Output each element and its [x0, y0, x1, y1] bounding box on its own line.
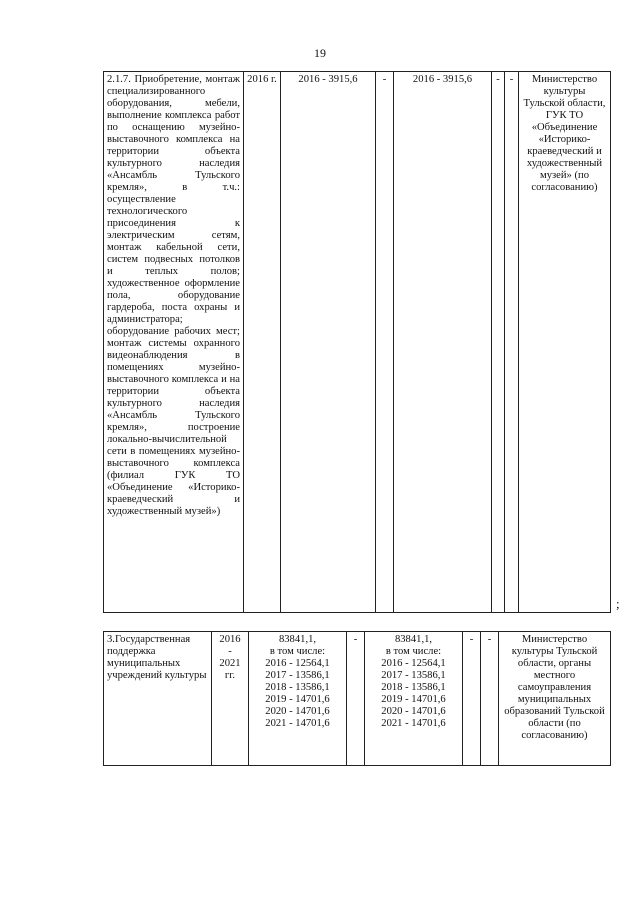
total-line: 2017 - 13586,1: [265, 670, 330, 681]
total-funding: 2016 - 3915,6: [281, 72, 376, 613]
total-line: 2019 - 14701,6: [265, 694, 330, 705]
period-start: 2016: [219, 634, 241, 645]
regional-line: 2016 - 12564,1: [381, 658, 446, 669]
semicolon-mark: ;: [616, 596, 620, 611]
regional-funding: 2016 - 3915,6: [394, 72, 492, 613]
measure-description: 2.1.7. Приобретение, монтаж специализированного оборудования, мебели, выполнение комплекса работ по оснащению музейно-выставочного комплекса на территории объекта культурного наследия «Ансамбль Тульского кремля», в т.ч.: осуществление технологического присоединения к электрическим сетям, монтаж кабельной сети, систем подвесных потолков и теплых полов; художественное оформление пола, оборудование гардероба, поста охраны и администратора; оборудование рабочих мест; монтаж системы охранного видеонаблюдения в помещениях музейно-выставочного комплекса и на территории объекта культурного наследия «Ансамбль Тульского кремля», построение локально-вычислительной сети в помещениях музейно-выставочного комплекса (филиал ГУК ТО «Объединение «Историко-краеведческий и художественный музей»): [104, 72, 244, 613]
other-funding: -: [481, 632, 499, 766]
federal-funding: -: [376, 72, 394, 613]
total-line: 2020 - 14701,6: [265, 706, 330, 717]
regional-line: 2019 - 14701,6: [381, 694, 446, 705]
page-number: 19: [314, 46, 326, 60]
municipal-funding: -: [463, 632, 481, 766]
implementation-period: 2016 г.: [244, 72, 281, 613]
federal-funding: -: [347, 632, 365, 766]
total-line: 2018 - 13586,1: [265, 682, 330, 693]
total-line: 2021 - 14701,6: [265, 718, 330, 729]
measure-table-2-1-7: [103, 71, 611, 613]
period-end: 2021: [219, 658, 241, 669]
regional-line: 83841,1,: [394, 634, 433, 645]
total-line: в том числе:: [269, 646, 326, 657]
implementation-period: [212, 632, 249, 766]
period-dash: -: [228, 646, 232, 657]
regional-line: 2018 - 13586,1: [381, 682, 446, 693]
total-line: 2016 - 12564,1: [265, 658, 330, 669]
regional-line: в том числе:: [385, 646, 442, 657]
other-funding: -: [505, 72, 519, 613]
responsible-executor: Министерство культуры Тульской области, органы местного самоуправления муниципальных образований Тульской области (по согласованию): [499, 632, 611, 766]
measure-description: 3.Государственная поддержка муниципальных учреждений культуры: [104, 632, 212, 766]
table-row: [104, 632, 611, 766]
regional-line: 2020 - 14701,6: [381, 706, 446, 717]
total-funding: [249, 632, 347, 766]
municipal-funding: -: [492, 72, 505, 613]
regional-funding: [365, 632, 463, 766]
responsible-executor: Министерство культуры Тульской области, ГУК ТО «Объединение «Историко-краеведческий и художественный музей» (по согласованию): [519, 72, 611, 613]
measure-table-3: [103, 631, 611, 766]
total-line: 83841,1,: [278, 634, 317, 645]
regional-line: 2017 - 13586,1: [381, 670, 446, 681]
table-row: [104, 72, 611, 613]
period-unit: гг.: [224, 670, 236, 681]
regional-line: 2021 - 14701,6: [381, 718, 446, 729]
